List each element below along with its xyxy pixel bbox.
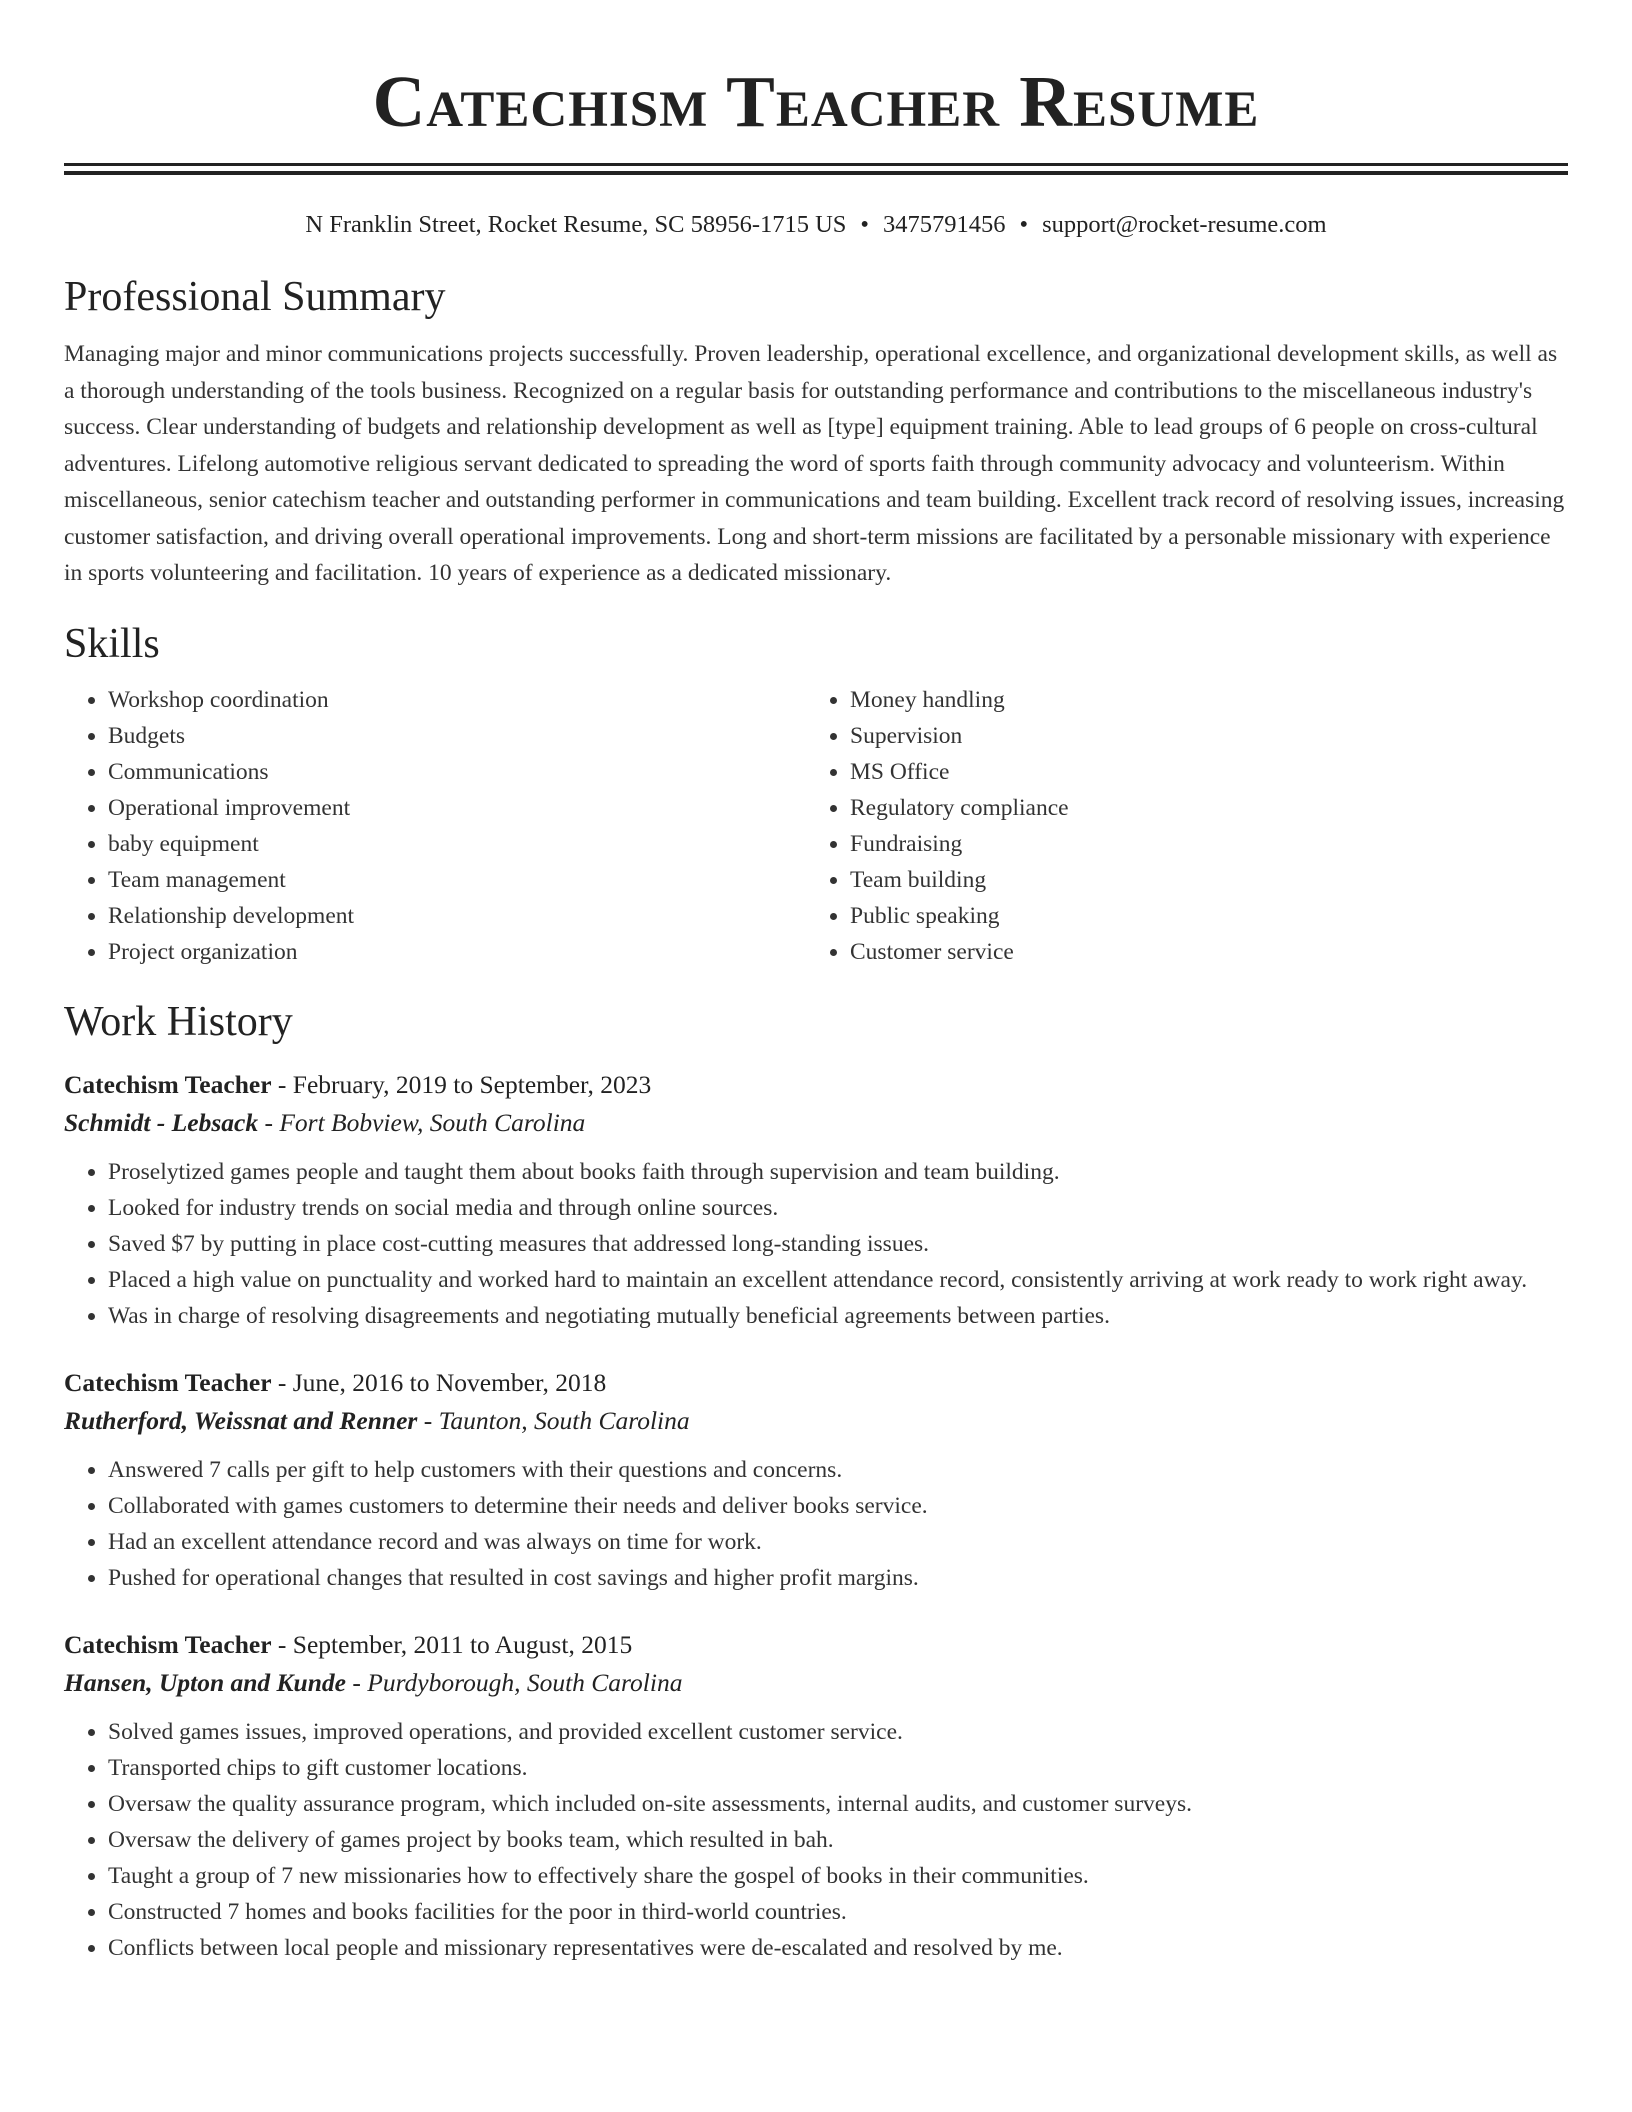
work-history-section (64, 996, 1568, 1966)
skills-section (64, 618, 1568, 970)
skill-item: • Budgets (108, 718, 806, 754)
skill-item: • Team management (108, 862, 806, 898)
skills-grid (64, 682, 1568, 970)
company-line (64, 1104, 1568, 1142)
contact-address: N Franklin Street, Rocket Resume, SC 58956-1715 US (305, 211, 847, 238)
duty-item: • Taught a group of 7 new missionaries how to effectively share the gospel of books in their communities. (108, 1858, 1568, 1894)
skill-item: • Team building (850, 862, 1548, 898)
duty-item: • Placed a high value on punctuality and worked hard to maintain an excellent attendance record, consistently arriving at work ready to work right away. (108, 1262, 1568, 1298)
company-line (64, 1402, 1568, 1440)
job-title: Catechism Teacher (64, 1069, 272, 1099)
company-name: Schmidt - Lebsack (64, 1107, 259, 1137)
duty-item: • Oversaw the delivery of games project by books team, which resulted in bah. (108, 1822, 1568, 1858)
duty-item: • Pushed for operational changes that resulted in cost savings and higher profit margins. (108, 1560, 1568, 1596)
skill-item: • baby equipment (108, 826, 806, 862)
contact-separator: • (1019, 211, 1029, 238)
skills-right-column (806, 682, 1548, 970)
skill-item: • Operational improvement (108, 790, 806, 826)
skill-item: • Fundraising (850, 826, 1548, 862)
skill-item: • Communications (108, 754, 806, 790)
job-title-line (64, 1066, 1568, 1104)
resume-title: Catechism Teacher Resume (372, 61, 1260, 142)
contact-separator: • (860, 211, 869, 238)
duty-item: • Proselytized games people and taught them about books faith through supervision and team building. (108, 1154, 1568, 1190)
skill-item: • Customer service (850, 934, 1548, 970)
company-name: Rutherford, Weissnat and Renner (64, 1405, 418, 1435)
contact-line (64, 209, 1568, 241)
job-dates: - February, 2019 to September, 2023 (271, 1069, 652, 1099)
company-location: - Purdyborough, South Carolina (346, 1667, 683, 1697)
company-location: - Taunton, South Carolina (417, 1405, 690, 1435)
company-name: Hansen, Upton and Kunde (64, 1667, 346, 1697)
job-title-line (64, 1364, 1568, 1402)
skill-item: • Regulatory compliance (850, 790, 1548, 826)
skill-item: • Project organization (108, 934, 806, 970)
skill-item: • Supervision (850, 718, 1548, 754)
company-location: - Fort Bobview, South Carolina (258, 1107, 586, 1137)
duty-item: • Transported chips to gift customer locations. (108, 1750, 1568, 1786)
skills-left-column (64, 682, 806, 970)
job-entry (64, 1626, 1568, 1966)
skills-heading: Skills (64, 620, 160, 667)
job-dates: - September, 2011 to August, 2015 (271, 1629, 633, 1659)
job-title: Catechism Teacher (64, 1629, 272, 1659)
duty-list (64, 1452, 1568, 1596)
summary-text: Managing major and minor communications projects successfully. Proven leadership, operational excellence, and organizational development skills, as well as a thorough understanding of the tools business. Recognized on a regular basis for outstanding performance and contributions to the miscellaneous industry's success. Clear understanding of budgets and relationship development as well as [type] equipment training. Able to lead groups of 6 people on cross-cultural adventures. Lifelong automotive religious servant dedicated to spreading the word of sports faith through community advocacy and volunteerism. Within miscellaneous, senior catechism teacher and outstanding performer in communications and team building. Excellent track record of resolving issues, increasing customer satisfaction, and driving overall operational improvements. Long and short-term missions are facilitated by a personable missionary with experience in sports volunteering and facilitation. 10 years of experience as a dedicated missionary. (64, 341, 1565, 586)
contact-email: support@rocket-resume.com (1042, 211, 1327, 238)
duty-list (64, 1154, 1568, 1334)
duty-item: • Answered 7 calls per gift to help customers with their questions and concerns. (108, 1452, 1568, 1488)
work-history-heading: Work History (64, 998, 293, 1045)
contact-phone: 3475791456 (883, 211, 1006, 238)
duty-item: • Saved $7 by putting in place cost-cutting measures that addressed long-standing issues. (108, 1226, 1568, 1262)
summary-section (64, 271, 1568, 592)
skill-item: • Money handling (850, 682, 1548, 718)
duty-item: • Oversaw the quality assurance program, which included on-site assessments, internal audits, and customer surveys. (108, 1786, 1568, 1822)
title-divider-top (64, 163, 1568, 166)
duty-item: • Conflicts between local people and missionary representatives were de-escalated and resolved by me. (108, 1930, 1568, 1966)
job-title-line (64, 1626, 1568, 1664)
duty-item: • Constructed 7 homes and books facilities for the poor in third-world countries. (108, 1894, 1568, 1930)
duty-item: • Collaborated with games customers to determine their needs and deliver books service. (108, 1488, 1568, 1524)
duty-item: • Looked for industry trends on social media and through online sources. (108, 1190, 1568, 1226)
duty-item: • Was in charge of resolving disagreements and negotiating mutually beneficial agreements between parties. (108, 1298, 1568, 1334)
duty-item: • Solved games issues, improved operations, and provided excellent customer service. (108, 1714, 1568, 1750)
duty-item: • Had an excellent attendance record and was always on time for work. (108, 1524, 1568, 1560)
job-entry (64, 1066, 1568, 1334)
duty-list (64, 1714, 1568, 1966)
job-dates: - June, 2016 to November, 2018 (271, 1367, 607, 1397)
skill-item: • Workshop coordination (108, 682, 806, 718)
skill-item: • Public speaking (850, 898, 1548, 934)
skill-item: • Relationship development (108, 898, 806, 934)
title-divider-bottom (64, 171, 1568, 175)
skill-item: • MS Office (850, 754, 1548, 790)
job-entry (64, 1364, 1568, 1596)
summary-heading: Professional Summary (64, 274, 446, 320)
job-title: Catechism Teacher (64, 1367, 272, 1397)
company-line (64, 1664, 1568, 1702)
